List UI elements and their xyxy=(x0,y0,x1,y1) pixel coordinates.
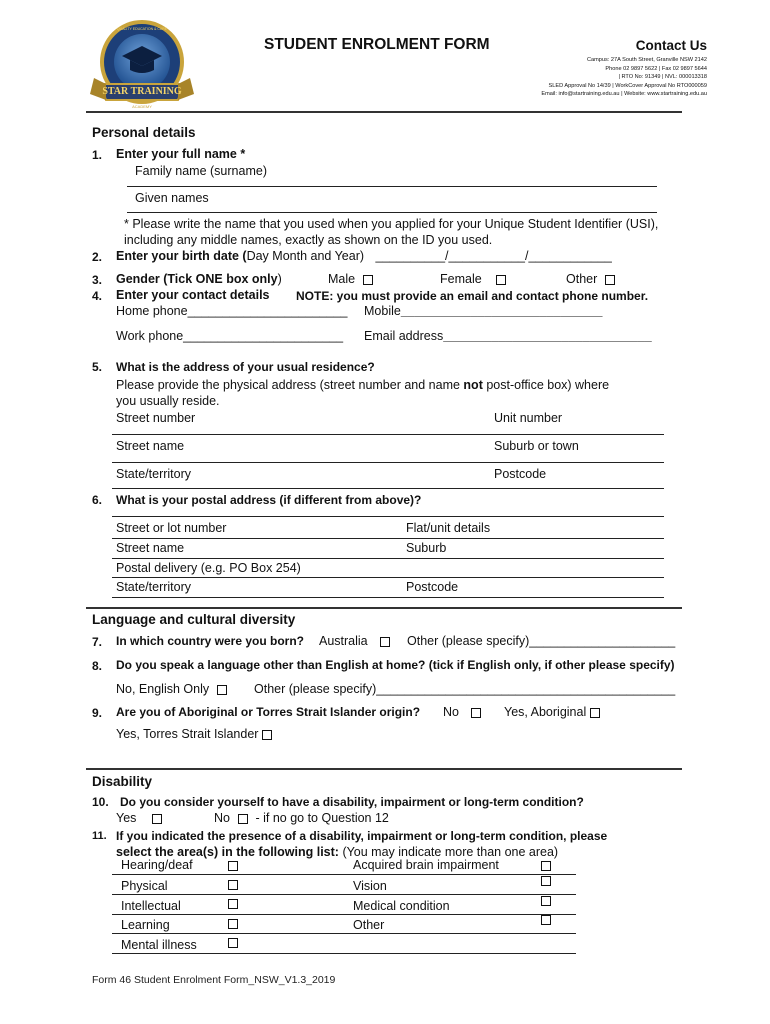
contact-line: Phone 02 9897 5622 | Fax 02 9897 5644 xyxy=(605,65,707,72)
other-checkbox[interactable] xyxy=(605,275,615,285)
logo-graphic xyxy=(86,18,198,116)
state-input[interactable] xyxy=(112,488,664,489)
family-name-label: Family name (surname) xyxy=(135,164,267,178)
email-blank[interactable]: ______________________________ xyxy=(443,329,652,343)
q11-label-line2 xyxy=(116,845,558,859)
street-lot-input[interactable] xyxy=(112,538,664,539)
gender-female[interactable] xyxy=(440,272,506,286)
postal-delivery-label: Postal delivery (e.g. PO Box 254) xyxy=(116,561,301,575)
table-row-divider xyxy=(112,914,576,915)
q2-hint: Day Month and Year) xyxy=(246,249,365,263)
form-title: STUDENT ENROLMENT FORM xyxy=(264,36,490,53)
q1-number: 1. xyxy=(92,148,103,162)
medical-label: Medical condition xyxy=(353,899,450,913)
state2-label: State/territory xyxy=(116,580,192,594)
contact-details xyxy=(541,56,707,99)
medical-checkbox[interactable] xyxy=(541,896,551,906)
q5-desc-emph: not xyxy=(463,378,483,392)
postcode2-label: Postcode xyxy=(406,580,459,594)
q10-number: 10. xyxy=(92,795,109,809)
aboriginal-label: Yes, Aboriginal xyxy=(504,705,587,719)
q4-note: NOTE: you must provide an email and contact phone number. xyxy=(296,289,649,303)
mental-illness-checkbox[interactable] xyxy=(228,938,238,948)
table-row-divider xyxy=(112,933,576,934)
language-other-field[interactable]: Other (please specify)___________________________________________ xyxy=(254,682,676,696)
divider xyxy=(86,111,682,113)
origin-no-checkbox[interactable] xyxy=(471,708,481,718)
street-name-input[interactable] xyxy=(112,462,664,463)
q11-label: If you indicated the presence of a disability, impairment or long-term condition, please xyxy=(116,829,608,843)
table-row-divider xyxy=(112,894,576,895)
q10-label: Do you consider yourself to have a disability, impairment or long-term condition? xyxy=(120,795,584,809)
q3-label-wrap xyxy=(116,272,282,286)
q5-number: 5. xyxy=(92,360,103,374)
section-heading-personal: Personal details xyxy=(92,125,196,140)
torres-checkbox[interactable] xyxy=(262,730,272,740)
usi-note: including any middle names, exactly as shown on the ID you used. xyxy=(124,233,493,247)
male-checkbox[interactable] xyxy=(363,275,373,285)
gender-male[interactable] xyxy=(328,272,373,286)
intellectual-checkbox[interactable] xyxy=(228,899,238,909)
disability-no-option[interactable] xyxy=(214,811,389,825)
given-names-label: Given names xyxy=(135,191,209,205)
learning-label: Learning xyxy=(121,918,170,932)
aboriginal-option[interactable] xyxy=(504,705,600,719)
divider xyxy=(86,607,682,609)
disability-yes-label: Yes xyxy=(116,811,137,825)
footer-text: Form 46 Student Enrolment Form_NSW_V1.3_2019 xyxy=(92,974,336,986)
mobile-field[interactable] xyxy=(364,304,602,318)
mobile-label: Mobile xyxy=(364,304,401,318)
q1-label: Enter your full name * xyxy=(116,147,246,161)
logo-sub: ACADEMY xyxy=(132,104,152,109)
given-names-input[interactable] xyxy=(127,212,657,213)
q2-row xyxy=(116,249,612,263)
disability-no-label: No xyxy=(214,811,230,825)
street-name-label: Street name xyxy=(116,439,185,453)
unit-number-label: Unit number xyxy=(494,411,563,425)
family-name-input[interactable] xyxy=(127,186,657,187)
q5-desc-c: post-office box) where xyxy=(482,378,610,392)
mental-illness-label: Mental illness xyxy=(121,938,197,952)
english-only-option[interactable] xyxy=(116,682,227,696)
contact-line: Campus: 27A South Street, Granville NSW 2142 xyxy=(586,57,707,63)
state-label: State/territory xyxy=(116,467,192,481)
q8-number: 8. xyxy=(92,659,103,673)
q6-number: 6. xyxy=(92,493,103,507)
other-disability-checkbox[interactable] xyxy=(541,915,551,925)
q2-label: Enter your birth date ( xyxy=(116,249,247,263)
australia-option[interactable] xyxy=(319,634,390,648)
q3-label: Gender (Tick ONE box only xyxy=(116,272,278,286)
male-label: Male xyxy=(328,272,356,286)
q9-number: 9. xyxy=(92,706,103,720)
gender-other[interactable] xyxy=(566,272,615,286)
street-name2-input[interactable] xyxy=(112,558,664,559)
torres-option[interactable] xyxy=(116,727,272,741)
female-checkbox[interactable] xyxy=(496,275,506,285)
q4-label: Enter your contact details xyxy=(116,288,270,302)
table-row-divider xyxy=(112,874,576,875)
divider xyxy=(112,516,664,517)
suburb-town-label: Suburb or town xyxy=(494,439,579,453)
street-number-label: Street number xyxy=(116,411,196,425)
q5-desc-a: Please provide the physical address (street number and name xyxy=(116,378,464,392)
street-number-input[interactable] xyxy=(112,434,664,435)
section-heading-disability: Disability xyxy=(92,774,153,789)
q11-number: 11. xyxy=(92,830,107,842)
email-label: Email address xyxy=(364,329,444,343)
australia-label: Australia xyxy=(319,634,368,648)
hearing-checkbox[interactable] xyxy=(228,861,238,871)
intellectual-label: Intellectual xyxy=(121,899,181,913)
english-only-label: No, English Only xyxy=(116,682,210,696)
street-lot-label: Street or lot number xyxy=(116,521,227,535)
q5-description: you usually reside. xyxy=(116,394,220,408)
q6-label: What is your postal address (if different from above)? xyxy=(116,493,422,507)
disability-no-checkbox[interactable] xyxy=(238,814,248,824)
torres-label: Yes, Torres Strait Islander xyxy=(116,727,259,741)
q5-label: What is the address of your usual residence? xyxy=(116,360,375,374)
street-name2-label: Street name xyxy=(116,541,185,555)
aboriginal-checkbox[interactable] xyxy=(590,708,600,718)
logo-text: STAR TRAINING xyxy=(102,86,182,97)
brain-checkbox[interactable] xyxy=(541,861,551,871)
q3-paren: ) xyxy=(277,272,282,286)
section-heading-language: Language and cultural diversity xyxy=(92,612,296,627)
q8-label: Do you speak a language other than English at home? (tick if English only, if other please specify) xyxy=(116,658,675,672)
disability-yes-option[interactable] xyxy=(116,811,162,825)
other-disability-label: Other xyxy=(353,918,385,932)
q3-number: 3. xyxy=(92,273,103,287)
divider xyxy=(86,768,682,770)
country-other-field[interactable]: Other (please specify)_____________________ xyxy=(407,634,676,648)
work-phone-field[interactable]: Work phone_______________________ xyxy=(116,329,344,343)
disability-no-note: - if no go to Question 12 xyxy=(255,811,389,825)
state2-input[interactable] xyxy=(112,597,664,598)
q9-label: Are you of Aboriginal or Torres Strait Islander origin? xyxy=(116,705,421,719)
usi-note: * Please write the name that you used when you applied for your Unique Student Identifier (USI), xyxy=(124,217,659,231)
contact-line: Email: info@startraining.edu.au | Website: www.startraining.edu.au xyxy=(541,91,707,98)
email-field[interactable] xyxy=(364,329,652,343)
q7-number: 7. xyxy=(92,635,103,649)
australia-checkbox[interactable] xyxy=(380,637,390,647)
contact-title: Contact Us xyxy=(635,38,707,53)
brain-label: Acquired brain impairment xyxy=(353,858,499,872)
birth-date-input[interactable]: __________/___________/____________ xyxy=(375,249,612,263)
origin-no-label: No xyxy=(443,705,459,719)
physical-label: Physical xyxy=(121,879,168,893)
q5-description xyxy=(116,378,609,392)
flat-unit-label: Flat/unit details xyxy=(406,521,491,535)
table-row-divider xyxy=(112,953,576,954)
female-label: Female xyxy=(440,272,482,286)
logo-ring-text: QUALITY EDUCATION & CARE xyxy=(116,27,168,31)
english-only-checkbox[interactable] xyxy=(217,685,227,695)
q11-hint: (You may indicate more than one area) xyxy=(342,845,559,859)
q11-label: select the area(s) in the following list: xyxy=(116,845,339,859)
physical-checkbox[interactable] xyxy=(228,880,238,890)
disability-yes-checkbox[interactable] xyxy=(152,814,162,824)
hearing-label: Hearing/deaf xyxy=(121,858,193,872)
mobile-blank[interactable]: _____________________________ xyxy=(400,304,603,318)
postal-delivery-input[interactable] xyxy=(112,577,664,578)
logo xyxy=(86,18,198,116)
contact-line: SLED Approval No 14/39 | WorkCover Approval No RTO000059 xyxy=(548,82,707,89)
vision-label: Vision xyxy=(353,879,387,893)
other-label: Other xyxy=(566,272,598,286)
origin-no-option[interactable] xyxy=(443,705,481,719)
contact-line: | RTO No: 91349 | NVL: 000013318 xyxy=(618,74,707,81)
q2-number: 2. xyxy=(92,250,103,264)
suburb-label: Suburb xyxy=(406,541,447,555)
q4-number: 4. xyxy=(92,289,103,303)
home-phone-field[interactable]: Home phone_______________________ xyxy=(116,304,348,318)
postcode-label: Postcode xyxy=(494,467,547,481)
vision-checkbox[interactable] xyxy=(541,876,551,886)
q7-label: In which country were you born? xyxy=(116,634,305,648)
learning-checkbox[interactable] xyxy=(228,919,238,929)
